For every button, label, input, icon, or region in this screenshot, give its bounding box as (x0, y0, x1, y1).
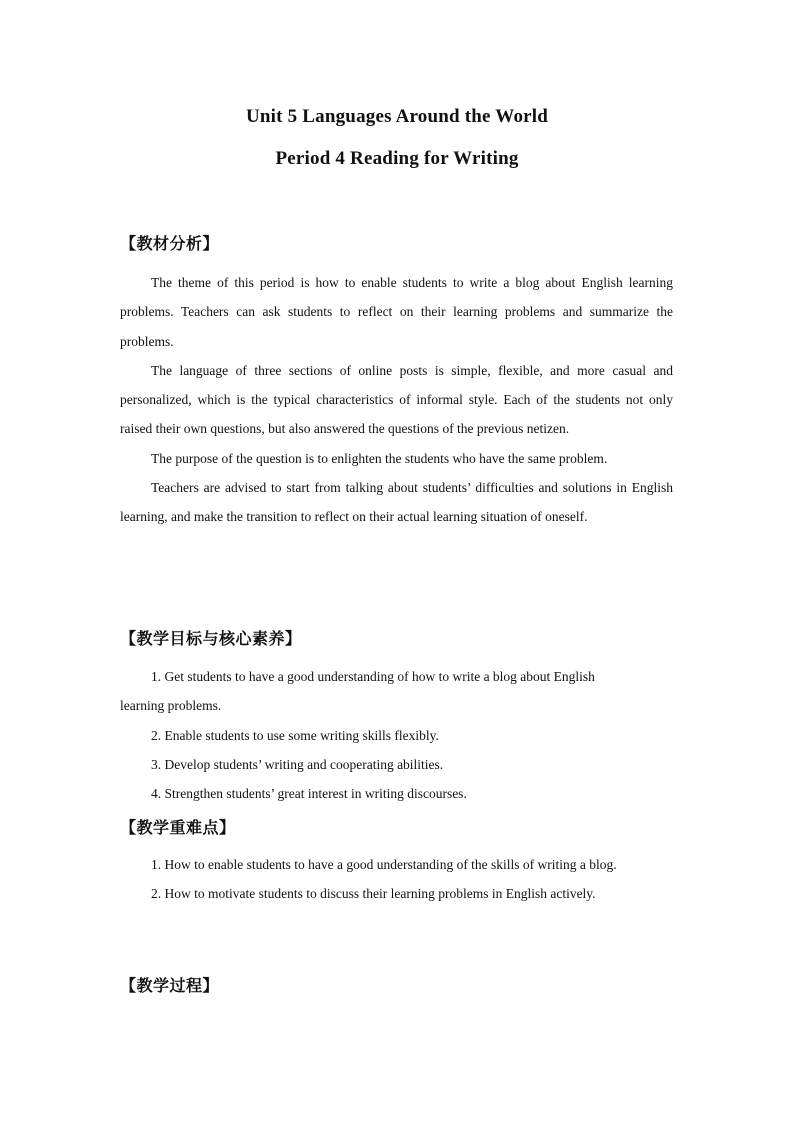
section-heading-analysis: 【教材分析】 (120, 234, 220, 253)
document-subtitle: Period 4 Reading for Writing (275, 148, 519, 169)
key-point-item: 2. How to motivate students to discuss their learning problems in English actively. (151, 886, 596, 902)
objectives-list (120, 662, 673, 808)
analysis-paragraph: The theme of this period is how to enable students to write a blog about English learning problems. Teachers can ask students to reflect on their learning problems and summarize the problems. (120, 275, 673, 349)
analysis-paragraph: The purpose of the question is to enlighten the students who have the same problem. (151, 450, 608, 466)
analysis-section-body (120, 268, 673, 532)
objective-item: 2. Enable students to use some writing skills flexibly. (151, 727, 439, 743)
analysis-paragraph: The language of three sections of online posts is simple, flexible, and more casual and personalized, which is the typical characteristics of informal style. Each of the students not only raised their own questions, but also answered the questions of the previous netizen. (120, 362, 673, 437)
objective-item: 3. Develop students’ writing and cooperating abilities. (151, 756, 444, 772)
section-heading-process: 【教学过程】 (120, 976, 220, 995)
objective-item: 1. Get students to have a good understanding of how to write a blog about English learning problems. (120, 669, 595, 714)
key-points-list (120, 850, 673, 909)
key-point-item: 1. How to enable students to have a good understanding of the skills of writing a blog. (151, 857, 617, 872)
section-heading-key-points: 【教学重难点】 (120, 818, 236, 837)
document-title: Unit 5 Languages Around the World (245, 106, 549, 127)
section-heading-objectives: 【教学目标与核心素养】 (120, 629, 302, 648)
analysis-paragraph: Teachers are advised to start from talking about students’ difficulties and solutions in English learning, and make the transition to reflect on their actual learning situation of oneself. (120, 480, 673, 525)
objective-item: 4. Strengthen students’ great interest in writing discourses. (151, 786, 467, 802)
